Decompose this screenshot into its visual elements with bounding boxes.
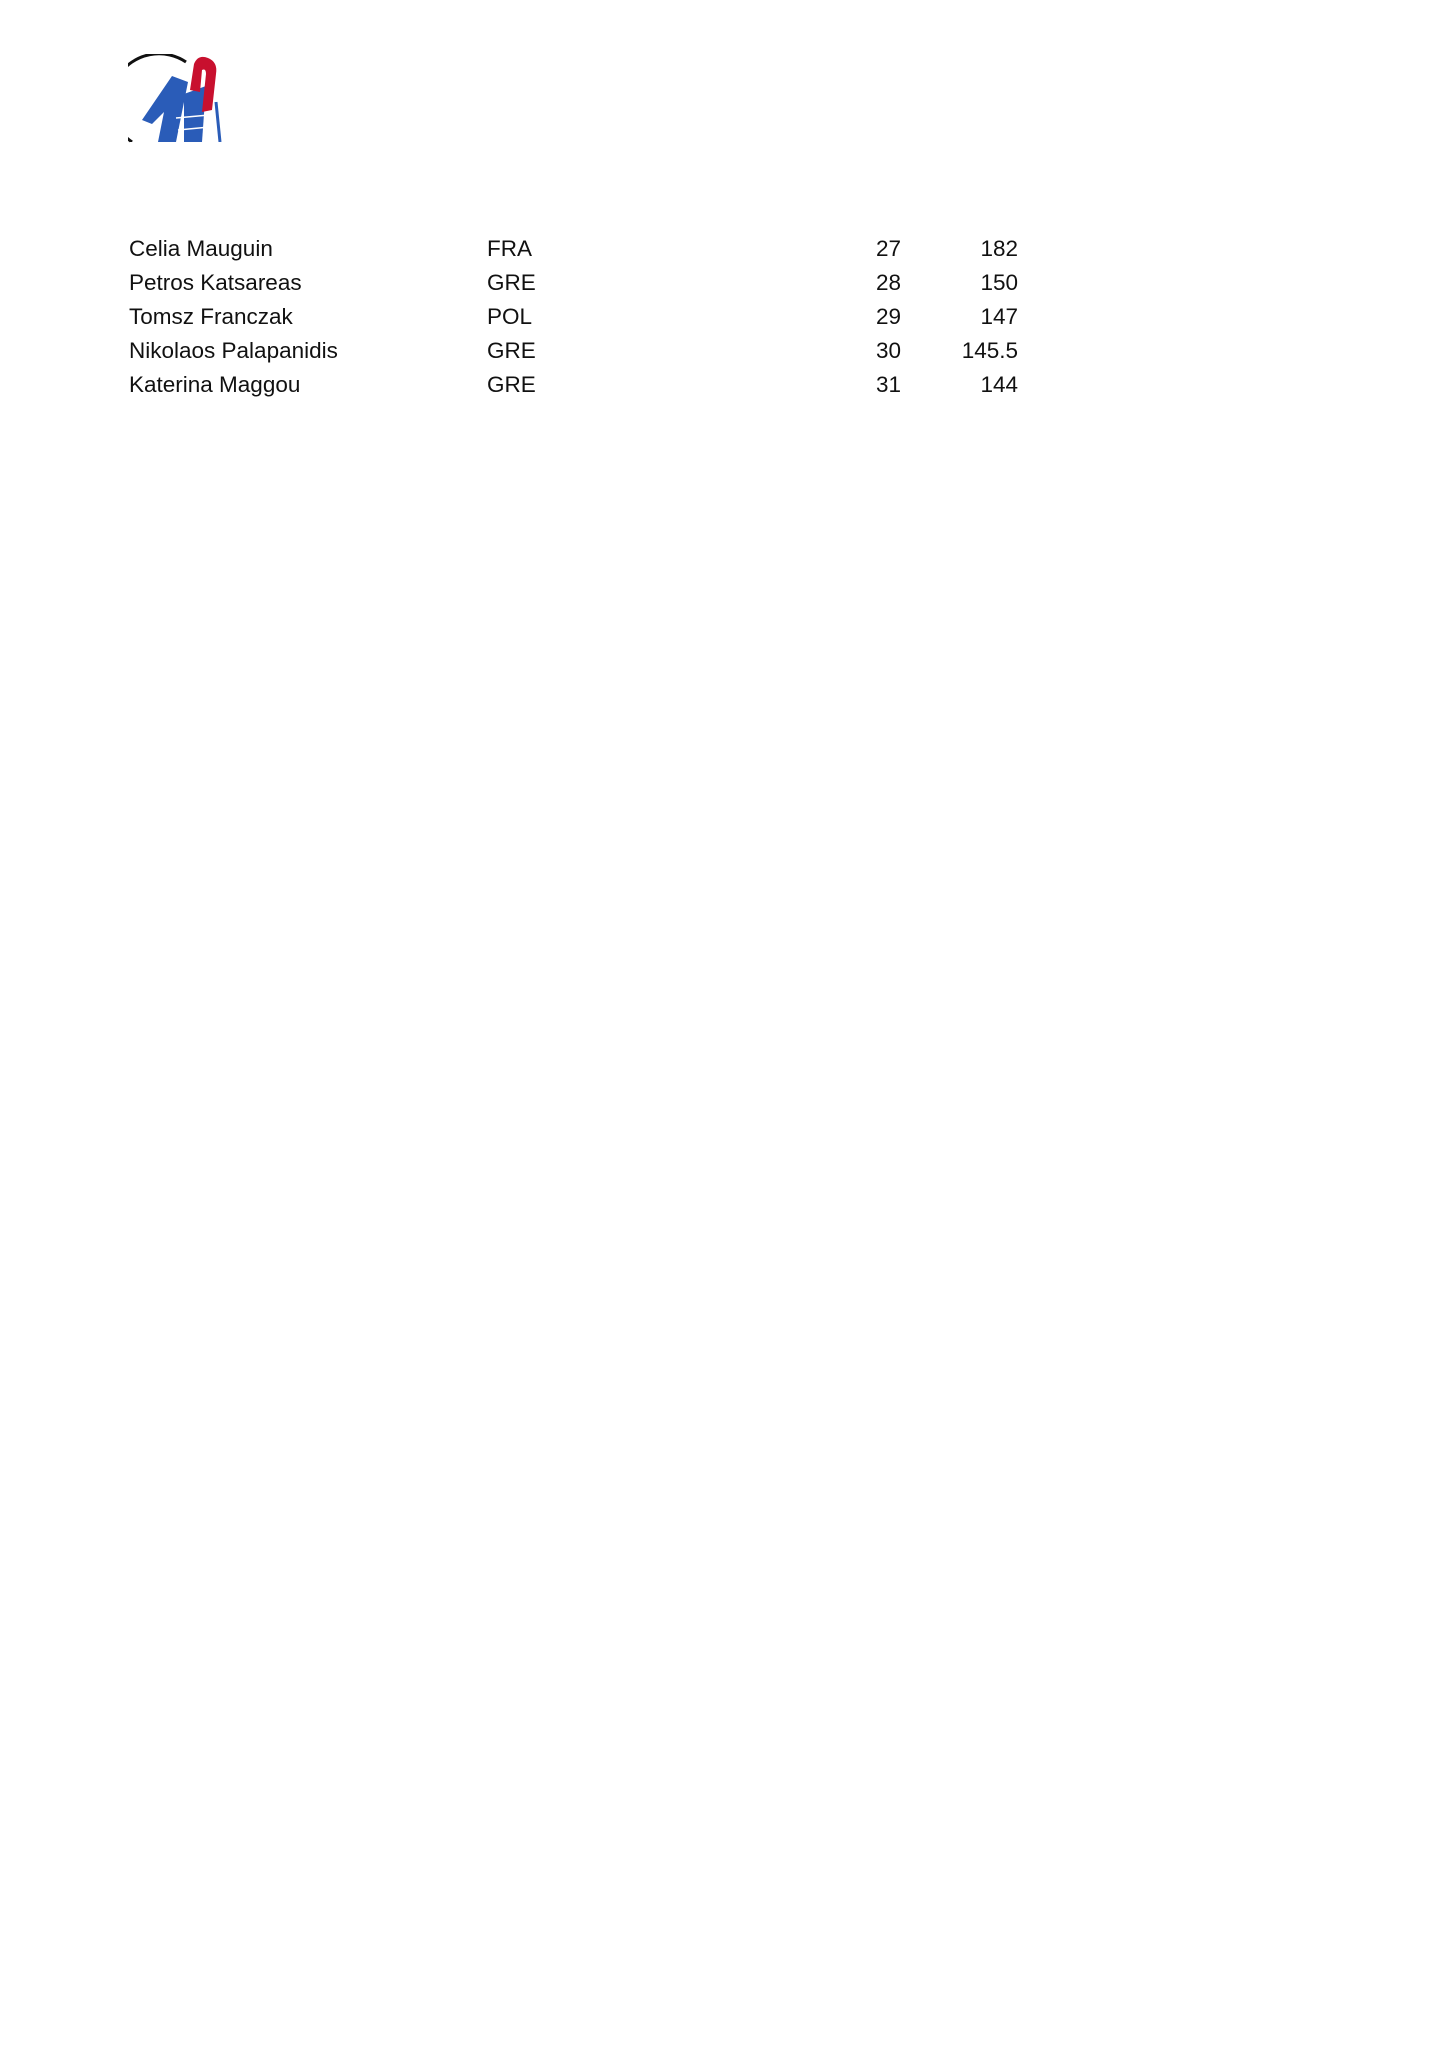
rank-value: 31: [875, 372, 901, 397]
score-value: 150: [980, 270, 1018, 295]
country-code: POL: [487, 304, 533, 329]
score-value: 182: [980, 236, 1018, 261]
score-value: 147: [980, 304, 1018, 329]
rank-value: 27: [875, 236, 901, 261]
score-value: 144: [980, 372, 1018, 397]
rank-value: 29: [875, 304, 901, 329]
table-row: [129, 300, 1018, 334]
athlete-name: Nikolaos Palapanidis: [129, 338, 338, 363]
federation-logo: [128, 54, 224, 146]
table-row: [129, 232, 1018, 266]
country-code: FRA: [487, 236, 532, 261]
rank-value: 30: [875, 338, 901, 363]
country-code: GRE: [487, 338, 536, 363]
athlete-name: Petros Katsareas: [129, 270, 302, 295]
athlete-name: Tomsz Franczak: [129, 304, 293, 329]
country-code: GRE: [487, 372, 536, 397]
table-row: [129, 266, 1018, 300]
athlete-name: Katerina Maggou: [129, 372, 301, 397]
results-table: [129, 232, 1018, 402]
table-row: [129, 334, 1018, 368]
logo-icon: [128, 54, 224, 146]
table-row: [129, 368, 1018, 402]
rank-value: 28: [875, 270, 901, 295]
country-code: GRE: [487, 270, 536, 295]
athlete-name: Celia Mauguin: [129, 236, 273, 261]
score-value: 145.5: [961, 338, 1018, 363]
